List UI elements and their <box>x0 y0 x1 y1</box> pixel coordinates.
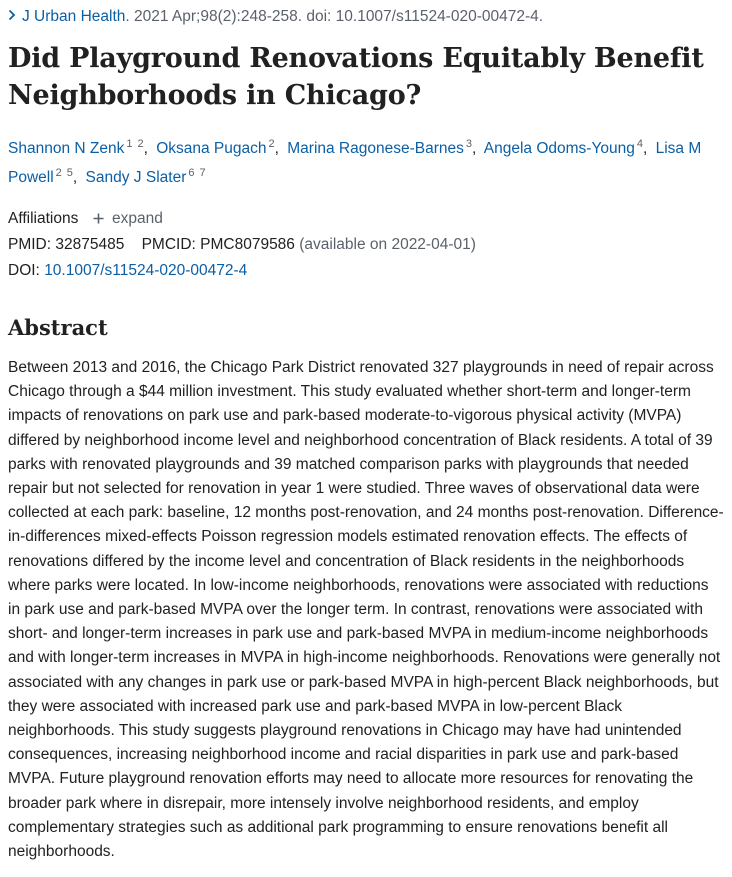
pmcid-note: (available on 2022-04-01) <box>299 236 476 253</box>
affiliation-ref[interactable]: 6 <box>188 167 195 179</box>
page-title: Did Playground Renovations Equitably Benefit Neighborhoods in Chicago? <box>8 43 704 111</box>
author-link[interactable]: Shannon N Zenk <box>8 140 125 157</box>
author-link[interactable]: Angela Odoms-Young <box>483 140 635 157</box>
author-separator: , <box>143 140 148 157</box>
affiliation-ref[interactable]: 5 <box>66 167 73 179</box>
author-affiliation-refs[interactable] <box>188 167 205 179</box>
pmid-pmcid-row <box>8 232 724 258</box>
author-link[interactable]: Oksana Pugach <box>156 140 267 157</box>
author-list <box>8 132 724 190</box>
doi-row <box>8 258 724 284</box>
pmid-label: PMID: <box>8 236 52 253</box>
affiliations-row <box>8 206 724 232</box>
affiliation-ref[interactable]: 2 <box>268 138 275 150</box>
author-affiliation-refs[interactable] <box>126 138 143 150</box>
author-separator: , <box>642 140 648 157</box>
chevron-right-icon[interactable] <box>8 6 16 28</box>
abstract-text: Between 2013 and 2016, the Chicago Park District renovated 327 playgrounds in need of repair across Chicago through a $44 million investment. This study evaluated whether short-term and longer-term impacts of renovations on park use and park-based moderate-to-vigorous physical activity (MVPA) differed by neighborhood income level and neighborhood concentration of Black residents. A total of 39 parks with renovated playgrounds and 39 matched comparison parks with playgrounds that needed repair but not selected for renovation in year 1 were studied. Three waves of observational data were collected at each park: baseline, 12 months post-renovation, and 24 months post-renovation. Difference-in-differences mixed-effects Poisson regression models estimated renovation effects. The effects of renovations differed by the income level and concentration of Black residents in the neighborhoods where parks were located. In low-income neighborhoods, renovations were associated with reductions in park use and park-based MVPA over the longer term. In contrast, renovations were associated with short- and longer-term increases in park use and park-based MVPA in medium-income neighborhoods and with longer-term increases in MVPA in high-income neighborhoods. Renovations were generally not associated with any changes in park use or park-based MVPA in high-percent Black neighborhoods, but they were associated with increased park use and park-based MVPA in low-percent Black neighborhoods. This study suggests playground renovations in Chicago may have had unintended consequences, increasing neighborhood income and racial disparities in park use and park-based MVPA. Future playground renovation efforts may need to allocate more resources for renovating the broader park where in disrepair, more intensely involve neighborhood residents, and employ complementary strategies such as additional park programming to ensure renovations benefit all neighborhoods. <box>8 359 724 861</box>
affiliations-label: Affiliations <box>8 210 79 227</box>
author-link[interactable]: Sandy J Slater <box>85 169 187 186</box>
pmcid-value: PMC8079586 <box>200 236 295 253</box>
pmid-value: 32875485 <box>55 236 125 253</box>
author-link[interactable]: Marina Ragonese-Barnes <box>287 140 464 157</box>
author-link[interactable]: Lisa M Powell <box>8 140 702 186</box>
affiliations-expand-button[interactable] <box>93 210 163 227</box>
author-affiliation-refs[interactable] <box>56 167 73 179</box>
author-separator: , <box>472 140 477 157</box>
pmcid-label: PMCID: <box>141 236 196 253</box>
affiliation-ref[interactable]: 2 <box>137 138 144 150</box>
identifiers <box>8 232 724 284</box>
affiliation-ref[interactable]: 7 <box>199 167 206 179</box>
abstract-heading: Abstract <box>8 315 108 340</box>
doi-label: DOI: <box>8 262 40 279</box>
plus-icon <box>93 210 112 227</box>
journal-link[interactable]: J Urban Health <box>22 8 126 25</box>
author-affiliation-refs[interactable] <box>269 138 275 150</box>
citation-line <box>8 6 724 28</box>
affiliation-ref[interactable]: 2 <box>55 167 62 179</box>
author-separator: , <box>72 169 78 186</box>
affiliation-ref[interactable]: 4 <box>636 138 643 150</box>
doi-link[interactable]: 10.1007/s11524-020-00472-4 <box>44 262 248 279</box>
author-separator: , <box>274 140 279 157</box>
expand-label: expand <box>112 210 163 227</box>
citation-details: . 2021 Apr;98(2):248-258. doi: 10.1007/s11524-020-00472-4. <box>125 8 544 25</box>
affiliation-ref[interactable]: 1 <box>126 138 133 150</box>
affiliation-ref[interactable]: 3 <box>465 138 472 150</box>
